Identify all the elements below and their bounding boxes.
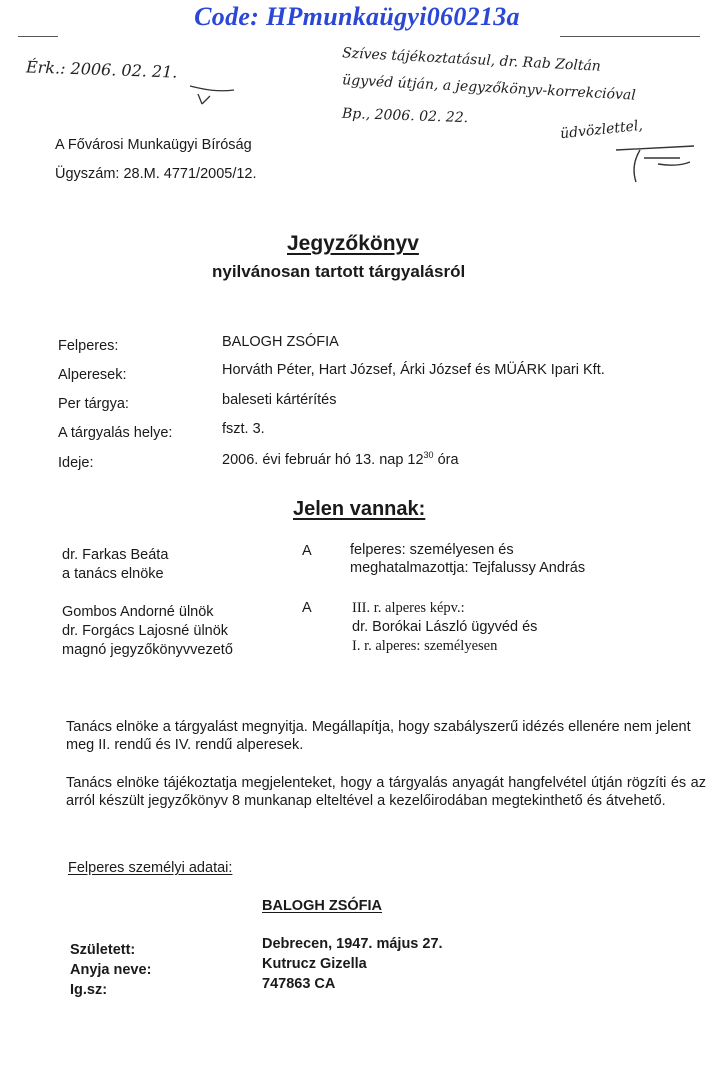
present-left-2-line-3: magnó jegyzőkönyvvezető <box>62 642 233 658</box>
present-right-1-line-1: felperes: személyesen és <box>350 542 514 558</box>
top-rule-left <box>18 36 58 37</box>
handwritten-signature-icon <box>610 140 700 186</box>
present-right-2-line-2: dr. Borókai László ügyvéd és <box>352 619 538 635</box>
present-right-1-line-2: meghatalmazottja: Tejfalussy András <box>350 560 586 576</box>
personal-value-id: 747863 CA <box>262 976 336 992</box>
present-heading: Jelen vannak: <box>293 498 426 520</box>
personal-data-heading: Felperes személyi adatai: <box>68 860 233 876</box>
detail-label-location: A tárgyalás helye: <box>58 425 173 441</box>
handwritten-note-line-4: üdvözlettel, <box>559 117 644 143</box>
time-main: 2006. évi február hó 13. nap 12 <box>222 451 424 468</box>
time-minutes-superscript: 30 <box>423 450 434 460</box>
personal-label-born: Született: <box>70 942 136 958</box>
case-number: Ügyszám: 28.M. 4771/2005/12. <box>55 166 257 182</box>
personal-value-born: Debrecen, 1947. május 27. <box>262 936 443 952</box>
present-left-1-line-2: a tanács elnöke <box>62 566 164 582</box>
personal-label-id: Ig.sz: <box>70 982 108 998</box>
personal-value-mother: Kutrucz Gizella <box>262 956 367 972</box>
handwritten-note-line-3: Bp., 2006. 02. 22. <box>341 105 469 127</box>
detail-label-plaintiff: Felperes: <box>58 338 119 354</box>
detail-label-time: Ideje: <box>58 455 94 471</box>
detail-value-defendants: Horváth Péter, Hart József, Árki József és MÜÁRK Ipari Kft. <box>222 362 605 378</box>
detail-value-subject: baleseti kártérítés <box>222 392 337 408</box>
present-left-1-line-1: dr. Farkas Beáta <box>62 547 169 563</box>
present-mark-2: A <box>302 600 312 616</box>
personal-label-mother: Anyja neve: <box>70 962 152 978</box>
personal-data-name: BALOGH ZSÓFIA <box>262 898 383 914</box>
detail-value-location: fszt. 3. <box>222 421 265 437</box>
court-name: A Fővárosi Munkaügyi Bíróság <box>55 137 252 153</box>
detail-value-plaintiff: BALOGH ZSÓFIA <box>222 334 339 350</box>
document-subtitle: nyilvánosan tartott tárgyalásról <box>212 262 466 281</box>
present-left-2-line-2: dr. Forgács Lajosné ülnök <box>62 623 229 639</box>
handwritten-received-stamp: Érk.: 2006. 02. 21. <box>25 57 178 82</box>
paragraph-information: Tanács elnöke tájékoztatja megjelenteket, hogy a tárgyalás anyagát hangfelvétel útján rögzíti és az arról készült jegyzőkönyv 8 munkanap elteltével a kezelőirodában megtekinthető és átvehető. <box>66 775 706 809</box>
time-suffix: óra <box>433 451 459 468</box>
top-rule-right <box>560 36 700 37</box>
detail-value-time <box>222 450 459 468</box>
paragraph-opening: Tanács elnöke a tárgyalást megnyitja. Megállapítja, hogy szabályszerű idézés ellenére nem jelent meg II. rendű és IV. rendű alperesek. <box>66 719 691 753</box>
present-left-2-line-1: Gombos Andorné ülnök <box>62 604 214 620</box>
present-right-2-line-1: III. r. alperes képv.: <box>352 600 465 616</box>
handwritten-note-line-1: Szíves tájékoztatásul, dr. Rab Zoltán <box>341 45 602 75</box>
handwritten-note-line-2: ügyvéd útján, a jegyzőkönyv-korrekcióval <box>341 72 637 104</box>
present-right-2-line-3: I. r. alperes: személyesen <box>352 638 498 654</box>
detail-label-subject: Per tárgya: <box>58 396 129 412</box>
document-title: Jegyzőkönyv <box>287 232 419 255</box>
handwritten-arrow-icon <box>188 82 238 106</box>
present-mark-1: A <box>302 543 312 559</box>
detail-label-defendants: Alperesek: <box>58 367 127 383</box>
document-code-header: Code: HPmunkaügyi060213a <box>194 2 520 31</box>
